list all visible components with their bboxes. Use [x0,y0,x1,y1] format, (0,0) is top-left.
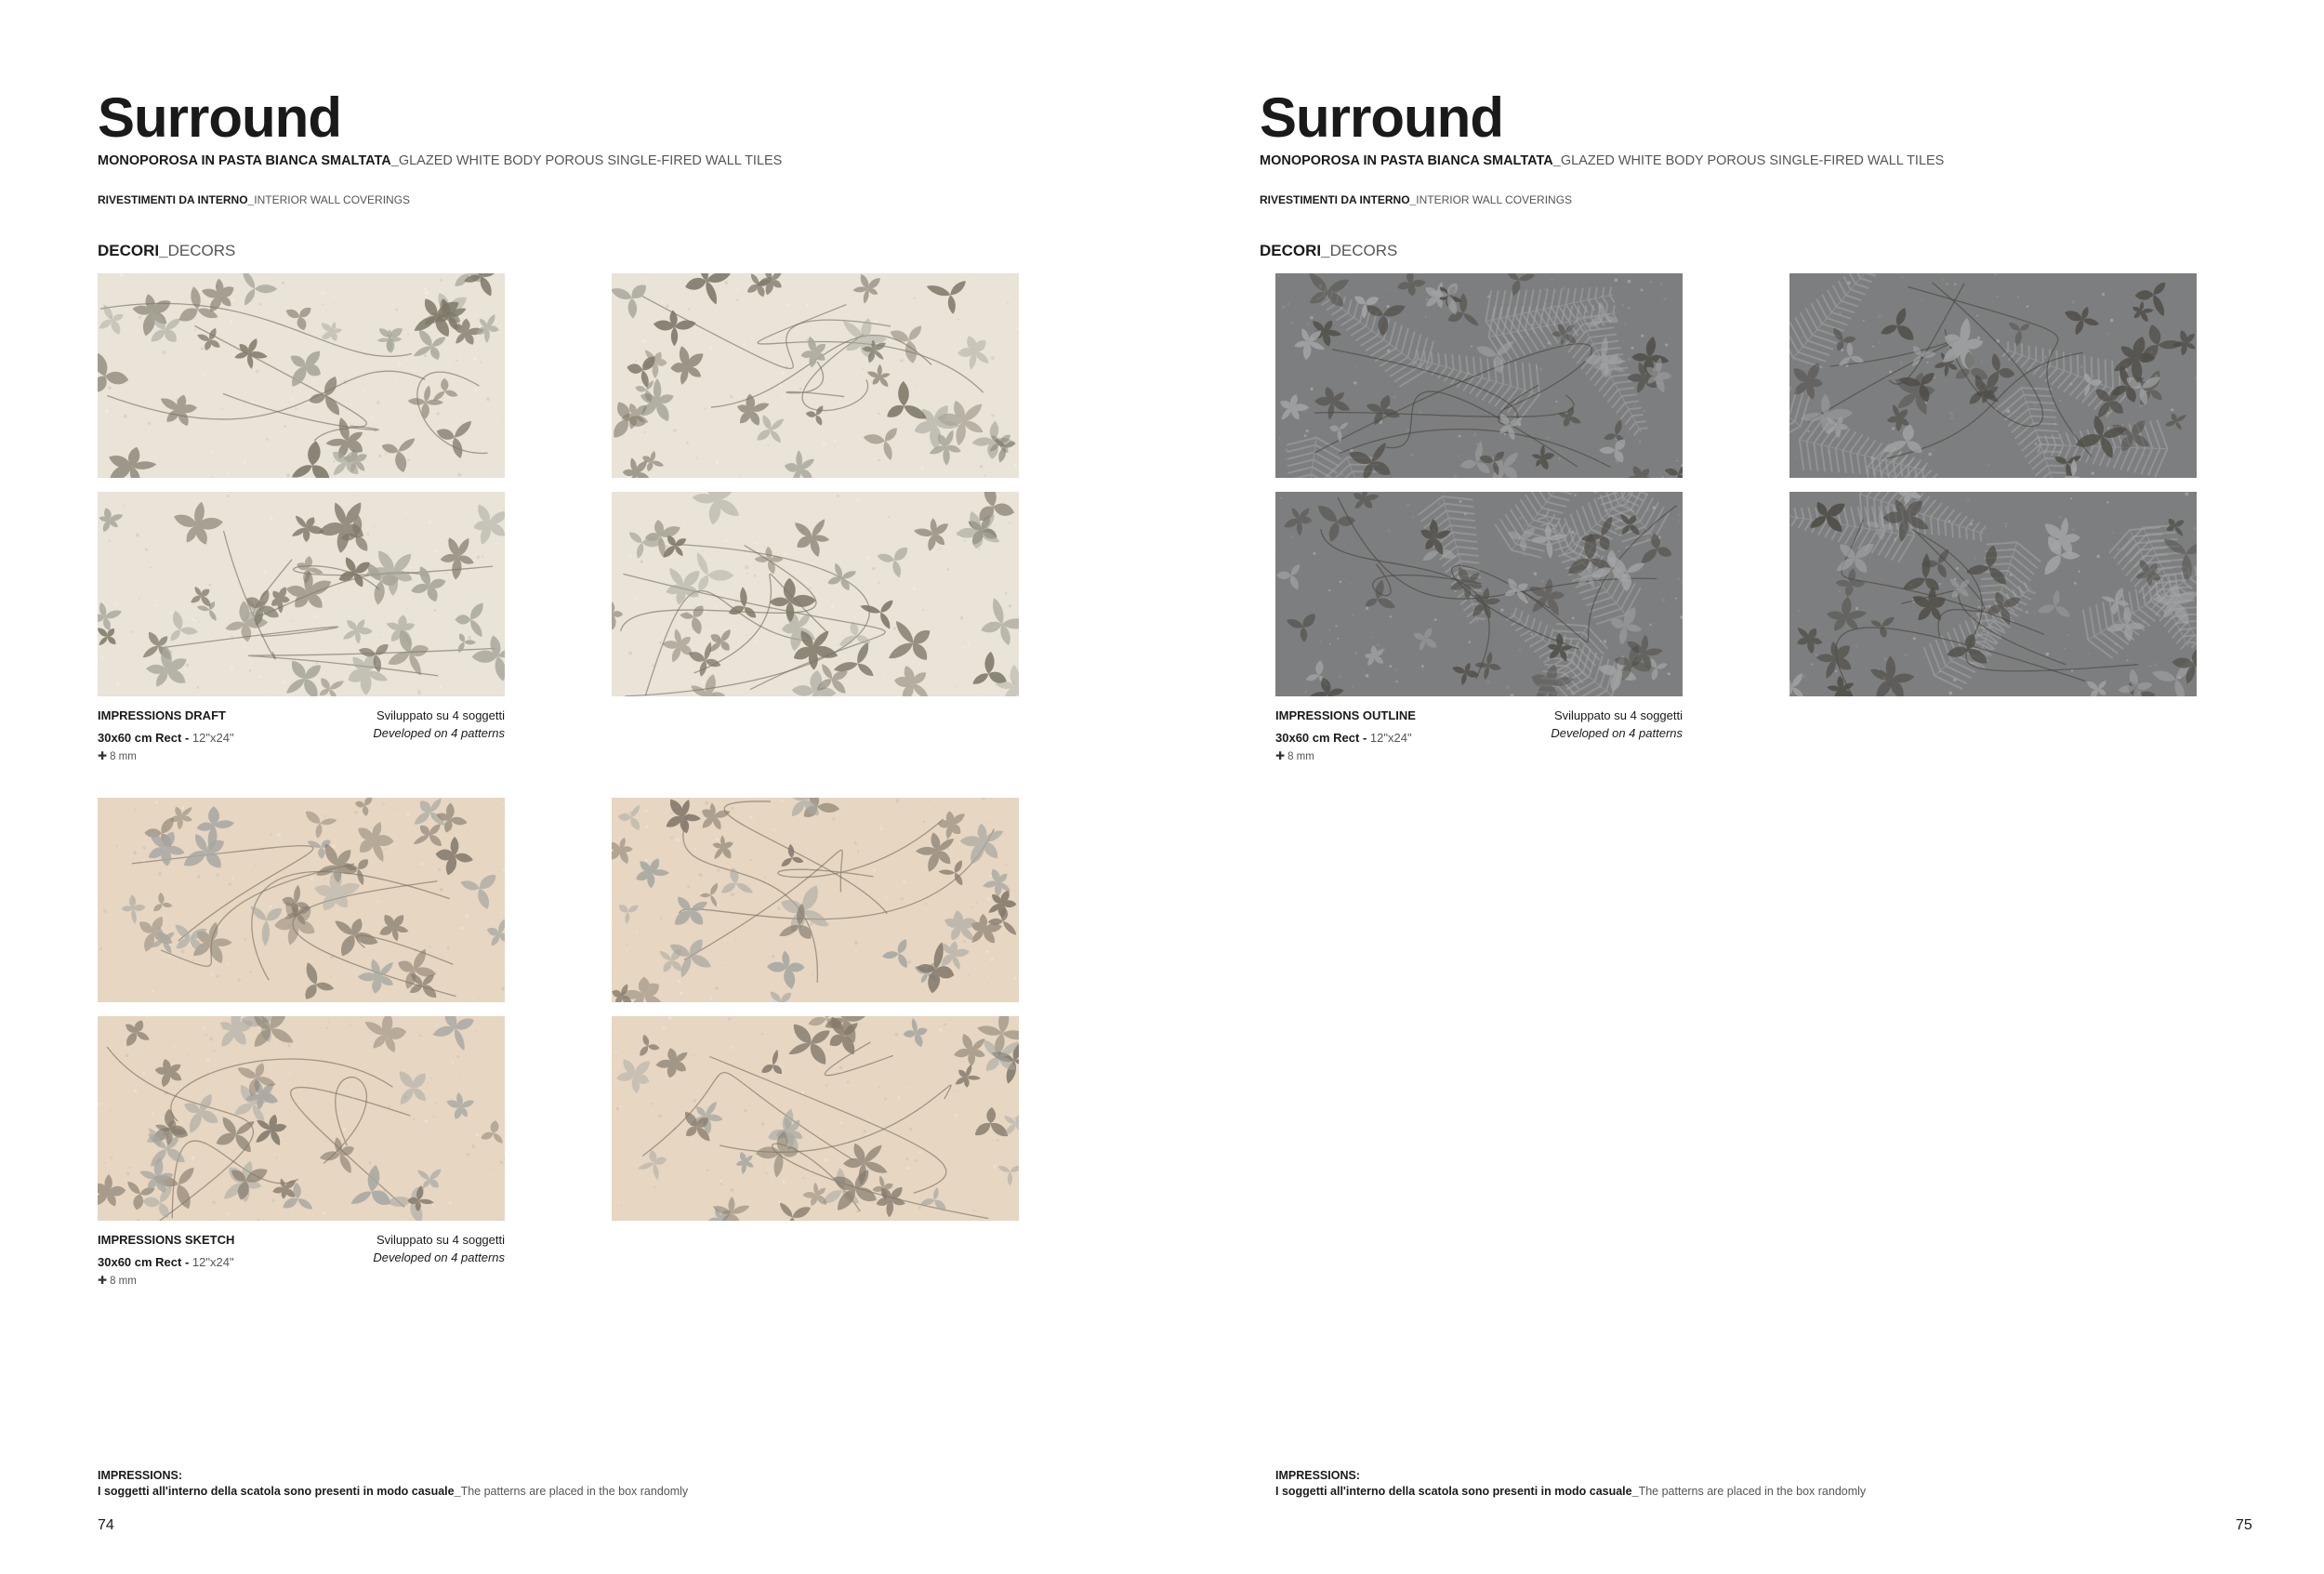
tile-pattern-graphic [98,798,505,1002]
tile-pattern-graphic [612,273,1019,478]
product-size [98,731,234,745]
product-size [1275,731,1412,745]
product-type [1260,153,1944,168]
tile-pattern-graphic [612,798,1019,1002]
section-heading [98,242,235,260]
footer-note-en: The patterns are placed in the box randomly [1638,1485,1867,1498]
patterns-note-en: Developed on 4 patterns [373,1250,505,1264]
product-thickness [98,1274,137,1287]
product-size-metric: 30x60 cm Rect - [98,1255,192,1269]
thickness-value: 8 mm [110,1276,137,1287]
tile-pattern-graphic [98,273,505,478]
application-type-en: INTERIOR WALL COVERINGS [254,193,411,206]
tile-pattern-graphic [1275,273,1683,478]
application-type-it: RIVESTIMENTI DA INTERNO_ [1260,193,1417,206]
patterns-note-it: Sviluppato su 4 soggetti [376,1233,505,1247]
tile-pattern-graphic [1275,492,1683,696]
footer-note [98,1485,688,1498]
tile-outline-3 [1275,492,1683,696]
tile-pattern-graphic [1789,492,2197,696]
page-number: 74 [98,1517,114,1533]
tile-outline-2 [1789,273,2197,478]
product-type-it: MONOPOROSA IN PASTA BIANCA SMALTATA_ [1260,153,1561,168]
tile-pattern-graphic [98,492,505,696]
product-size-imperial: 12"x24" [191,1255,234,1269]
product-name: IMPRESSIONS OUTLINE [1275,708,1416,722]
tile-pattern-graphic [612,1016,1019,1221]
section-heading-it: DECORI_ [1260,242,1330,259]
right-page [1162,0,2324,1574]
tile-draft-2 [612,273,1019,478]
page-number: 75 [2236,1517,2252,1533]
tile-sketch-3 [98,1016,505,1221]
product-size [98,1255,234,1269]
product-size-imperial: 12"x24" [191,731,234,745]
footer-note-it: I soggetti all'interno della scatola sono presenti in modo casuale_ [1275,1485,1639,1498]
application-type [1260,193,1572,206]
thickness-value: 8 mm [1287,751,1314,762]
product-thickness [1275,749,1314,762]
section-heading [1260,242,1397,260]
product-thickness [98,749,137,762]
tile-draft-1 [98,273,505,478]
tile-draft-3 [98,492,505,696]
product-size-metric: 30x60 cm Rect - [98,731,192,745]
tile-draft-4 [612,492,1019,696]
product-size-imperial: 12"x24" [1369,731,1412,745]
tile-sketch-1 [98,798,505,1002]
page-title: Surround [98,86,341,149]
page-title: Surround [1260,86,1503,149]
tile-outline-1 [1275,273,1683,478]
thickness-icon: ✚ [1275,749,1286,762]
tile-pattern-graphic [98,1016,505,1221]
section-heading-en: DECORS [1329,242,1398,259]
product-size-metric: 30x60 cm Rect - [1275,731,1370,745]
application-type [98,193,410,206]
section-heading-it: DECORI_ [98,242,168,259]
footer-title: IMPRESSIONS: [1275,1469,1360,1482]
product-name: IMPRESSIONS DRAFT [98,708,226,722]
footer-note-it: I soggetti all'interno della scatola sono presenti in modo casuale_ [98,1485,461,1498]
patterns-note-en: Developed on 4 patterns [1551,726,1683,740]
footer-title: IMPRESSIONS: [98,1469,182,1482]
footer-note-en: The patterns are placed in the box randomly [460,1485,689,1498]
tile-sketch-4 [612,1016,1019,1221]
product-type-it: MONOPOROSA IN PASTA BIANCA SMALTATA_ [98,153,399,168]
tile-sketch-2 [612,798,1019,1002]
section-heading-en: DECORS [167,242,236,259]
thickness-value: 8 mm [110,751,137,762]
thickness-icon: ✚ [98,1274,108,1287]
tile-outline-4 [1789,492,2197,696]
tile-pattern-graphic [612,492,1019,696]
product-type [98,153,782,168]
application-type-en: INTERIOR WALL COVERINGS [1416,193,1573,206]
product-name: IMPRESSIONS SKETCH [98,1233,235,1247]
patterns-note-en: Developed on 4 patterns [373,726,505,740]
tile-pattern-graphic [1789,273,2197,478]
patterns-note-it: Sviluppato su 4 soggetti [376,708,505,722]
application-type-it: RIVESTIMENTI DA INTERNO_ [98,193,255,206]
footer-note [1275,1485,1866,1498]
patterns-note-it: Sviluppato su 4 soggetti [1553,708,1683,722]
thickness-icon: ✚ [98,749,108,762]
product-type-en: GLAZED WHITE BODY POROUS SINGLE-FIRED WALL TILES [398,153,783,168]
product-type-en: GLAZED WHITE BODY POROUS SINGLE-FIRED WALL TILES [1560,153,1945,168]
